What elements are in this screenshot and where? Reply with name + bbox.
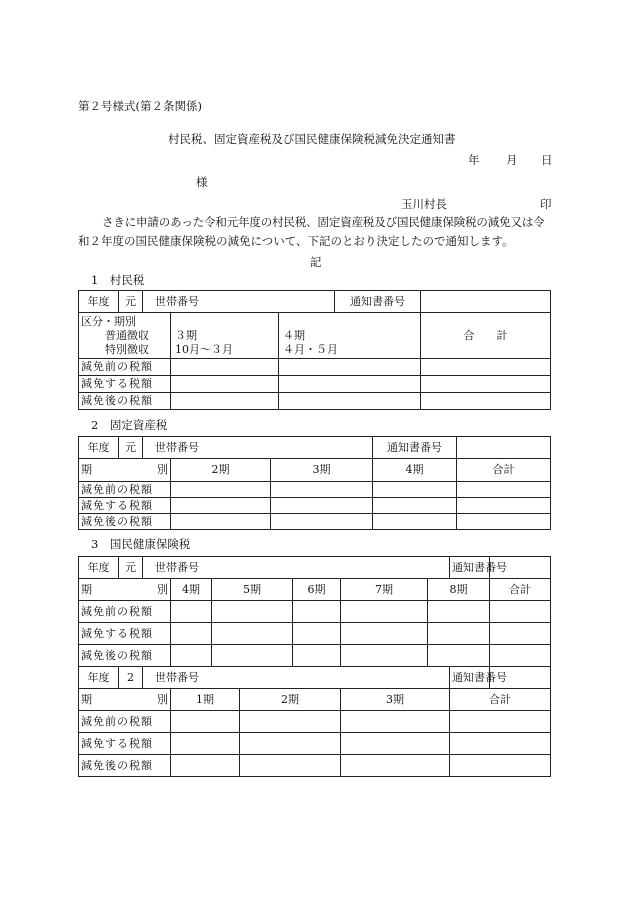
section1-period-row — [79, 313, 551, 359]
ki-label: 期 — [81, 463, 92, 477]
tokubetsu-label: 特別徴収 — [105, 343, 149, 356]
total-label: 合計 — [490, 579, 551, 601]
body-text-line-1: さきに申請のあった令和元年度の村民税、固定資産税及び国民健康保険税の減免又は令 — [102, 215, 545, 229]
section3-table — [78, 556, 551, 777]
addressee-suffix: 様 — [196, 175, 208, 189]
section2-table — [78, 436, 551, 530]
ki-betsu-cell — [79, 689, 171, 711]
section2-heading: 2 固定資産税 — [91, 418, 168, 432]
year-value: 元 — [119, 437, 143, 459]
period-col-1-toku: 10月～３月 — [175, 343, 233, 356]
setai-label: 世帯番号 — [143, 667, 269, 689]
period-col-1-futsu: ３期 — [175, 329, 197, 342]
row-label: 減免後の税額 — [79, 393, 171, 410]
row-label: 減免前の税額 — [79, 711, 171, 733]
setai-value — [269, 667, 450, 689]
date-day-label: 日 — [541, 153, 553, 167]
table-row — [79, 498, 551, 514]
total-label: 合計 — [457, 459, 551, 482]
date-year-label: 年 — [468, 153, 480, 167]
ki-betsu-cell — [79, 459, 171, 482]
table-row — [79, 755, 551, 777]
tsuchi-label: 通知書番号 — [450, 667, 490, 689]
table-row — [79, 711, 551, 733]
nendo-label: 年度 — [79, 557, 119, 579]
period-7: 7期 — [341, 579, 428, 601]
section3b-period-row — [79, 689, 551, 711]
section1-header-row — [79, 291, 551, 313]
period-col-1 — [171, 313, 279, 359]
row-label: 減免する税額 — [79, 376, 171, 393]
period-col-2-futsu: ４期 — [283, 329, 305, 342]
nendo-label: 年度 — [79, 667, 119, 689]
table-row — [79, 514, 551, 530]
setai-label: 世帯番号 — [143, 557, 269, 579]
table-row — [79, 482, 551, 498]
period-8: 8期 — [428, 579, 490, 601]
period-6: 6期 — [293, 579, 341, 601]
kubun-label: 区分・期別 — [81, 315, 136, 328]
row-label: 減免後の税額 — [79, 645, 171, 667]
ki-label: 記 — [310, 255, 322, 269]
section3b-header-row — [79, 667, 551, 689]
body-text-line-2: 和２年度の国民健康保険税の減免について、下記のとおり決定したので通知します。 — [78, 234, 514, 248]
period-col-2-toku: ４月・５月 — [283, 343, 338, 356]
table-row — [79, 623, 551, 645]
table-row — [79, 393, 551, 410]
section3a-header-row — [79, 557, 551, 579]
nendo-label: 年度 — [79, 291, 119, 313]
year-value: 元 — [119, 557, 143, 579]
setai-value — [269, 557, 450, 579]
ki-label: 期 — [81, 692, 92, 706]
section2-period-row — [79, 459, 551, 482]
tsuchi-label: 通知書番号 — [373, 437, 457, 459]
table-row — [79, 376, 551, 393]
row-label: 減免後の税額 — [79, 514, 171, 530]
tsuchi-value — [457, 437, 551, 459]
section1-heading: 1 村民税 — [91, 273, 145, 287]
form-reference: 第２号様式(第２条関係) — [78, 99, 202, 113]
period-5: 5期 — [212, 579, 293, 601]
period-4: 4期 — [171, 579, 212, 601]
betsu-label: 別 — [157, 582, 168, 596]
section3a-period-row — [79, 579, 551, 601]
row-label: 減免後の税額 — [79, 755, 171, 777]
kubun-cell — [79, 313, 171, 359]
table-row — [79, 601, 551, 623]
document-title: 村民税、固定資産税及び国民健康保険税減免決定通知書 — [168, 132, 456, 146]
row-label: 減免前の税額 — [79, 482, 171, 498]
total-label: 合 計 — [421, 313, 551, 359]
tsuchi-label: 通知書番号 — [335, 291, 421, 313]
setai-value — [271, 437, 373, 459]
period-2: 2期 — [240, 689, 341, 711]
row-label: 減免する税額 — [79, 623, 171, 645]
futsu-label: 普通徴収 — [105, 329, 149, 342]
setai-label: 世帯番号 — [143, 291, 279, 313]
section2-header-row — [79, 437, 551, 459]
row-label: 減免する税額 — [79, 498, 171, 514]
period-4: 4期 — [373, 459, 457, 482]
total-label: 合計 — [450, 689, 551, 711]
betsu-label: 別 — [157, 463, 168, 477]
betsu-label: 別 — [157, 692, 168, 706]
row-label: 減免する税額 — [79, 733, 171, 755]
row-label: 減免前の税額 — [79, 359, 171, 376]
section1-table — [78, 290, 551, 410]
year-value: 元 — [119, 291, 143, 313]
ki-label: 期 — [81, 582, 92, 596]
table-row — [79, 645, 551, 667]
setai-value — [279, 291, 335, 313]
period-1: 1期 — [171, 689, 240, 711]
period-2: 2期 — [171, 459, 271, 482]
year-value: 2 — [119, 667, 143, 689]
setai-label: 世帯番号 — [143, 437, 271, 459]
tsuchi-label: 通知書番号 — [450, 557, 490, 579]
date-month-label: 月 — [506, 153, 518, 167]
row-label: 減免前の税額 — [79, 601, 171, 623]
seal-mark: 印 — [540, 197, 552, 211]
section3-heading: 3 国民健康保険税 — [91, 537, 191, 551]
period-3: 3期 — [271, 459, 373, 482]
nendo-label: 年度 — [79, 437, 119, 459]
table-row — [79, 733, 551, 755]
ki-betsu-cell — [79, 579, 171, 601]
period-col-2 — [279, 313, 421, 359]
issuer-name: 玉川村長 — [401, 197, 447, 211]
tsuchi-value — [421, 291, 551, 313]
table-row — [79, 359, 551, 376]
period-3: 3期 — [341, 689, 450, 711]
